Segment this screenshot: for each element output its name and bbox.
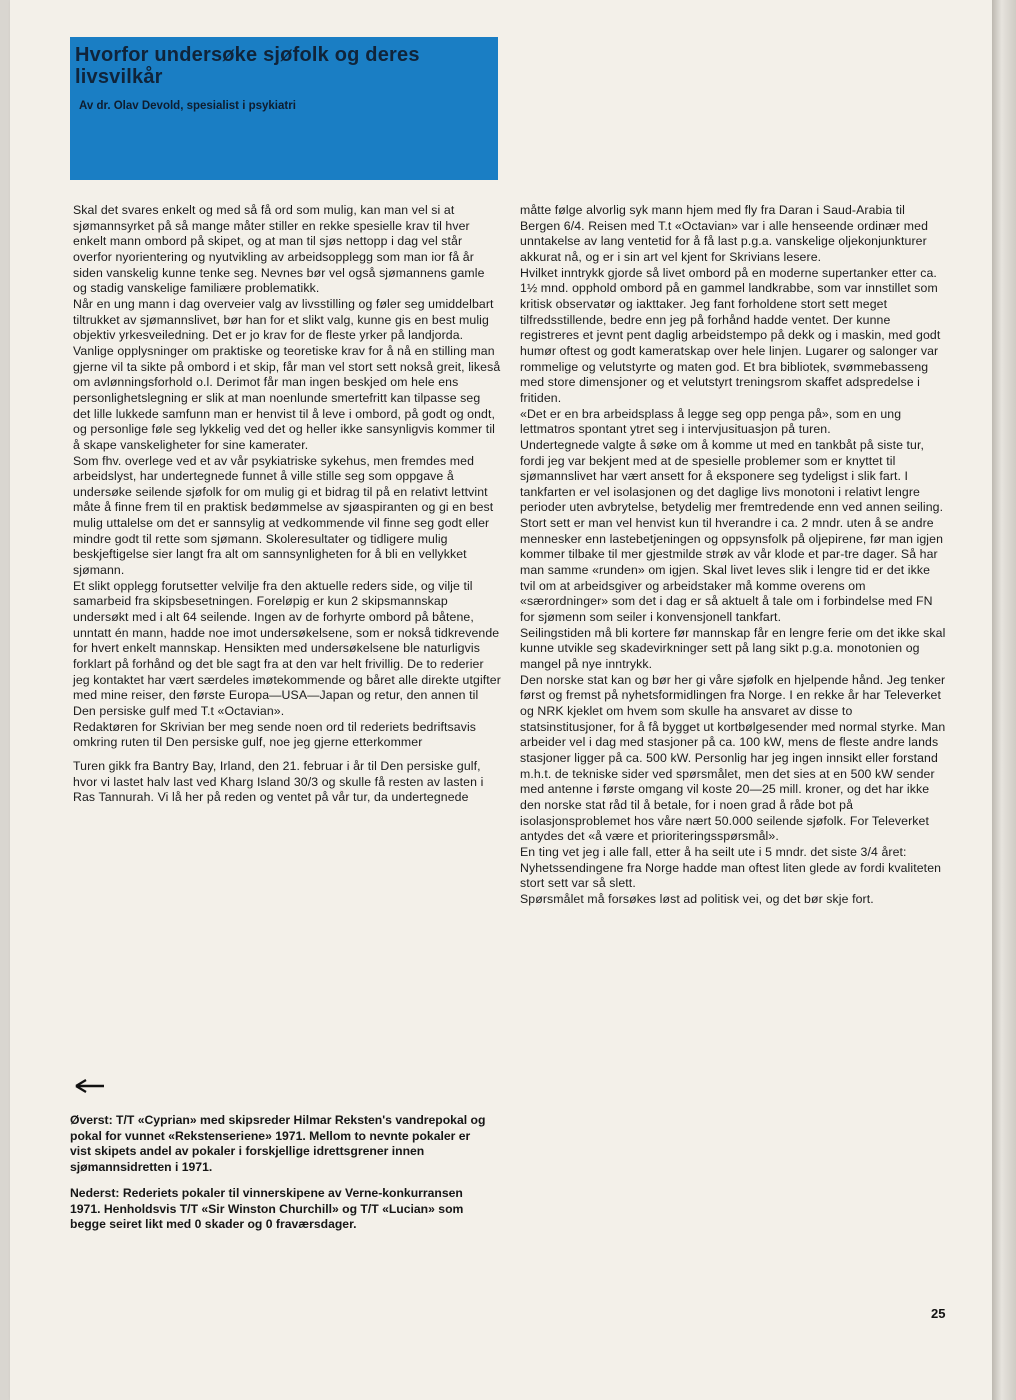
article-header	[70, 37, 498, 180]
paragraph: Skal det svares enkelt og med så få ord som mulig, kan man vel si at sjømannsyrket på så mange måter stiller en rekke spesielle krav til hver enkelt mann ombord på skipet, og at man til sjøs nettopp i dag vel står overfor nyorientering og nyutvikling av arbeidsopplegg som man ior få år siden vanskelig kunne tenke seg. Nevnes bør vel også sjømannens gamle og stadig vanskelige familiære problematikk.	[73, 203, 485, 296]
paragraph: Redaktøren for Skrivian ber meg sende noen ord til rederiets bedriftsavis omkring ruten til Den persiske gulf, noe jeg gjerne etterkommer	[73, 719, 477, 750]
paragraph: Et slikt opplegg forutsetter velvilje fra den aktuelle reders side, og vilje til samarbeid fra skipsbesetningen. Foreløpig er kun 2 skipsmannskap undersøkt med i alt 64 seilende. Ingen av de forhyrte ombord på båtene, unntatt én mann, hadde noe imot undersøkelsene, som er nokså tidkrevende for hvert enkelt mannskap. Hensikten med undersøkelsene ble naturligvis forklart på forhånd og det ble sagt fra at den var helt frivillig. De to rederier jeg kontaktet har vært særdeles imøtekommende og båret alle direkte utgifter med mine reiser, den første Europa—USA—Japan og retur, den annen til Den persiske gulf med T.t «Octavian».	[73, 578, 501, 718]
paragraph: Undertegnede valgte å søke om å komme ut med en tankbåt på siste tur, fordi jeg var bekjent med at de spesielle problemer som er knyttet til sjømannslivet har vært ansett for å eksponere seg tydeligst i slik fart. I tankfarten er vel isolasjonen og det daglige livs monotoni i relativt lengre perioder uten avbrytelse, betydelig mer fremtredende enn ved annen seiling. Stort sett er man vel henvist kun til hverandre i ca. 2 mndr. uten å se andre mennesker enn lastebetjeningen og oppsynsfolk på oljepirene, før man igjen kommer tilbake til mer gjestmilde strøk av vår klode et par-tre dager. Så har man samme «runden» om igjen. Skal livet leves slik i lengre tid er det ikke tvil om at arbeidsgiver og arbeidstaker må komme overens om «særordninger» som det i dag er så aktuelt å tale om i forbindelse med FN for sjømenn som seiler i konvensjonell tankfart.	[520, 437, 944, 625]
paragraph: Den norske stat kan og bør her gi våre sjøfolk en hjelpende hånd. Jeg tenker først og fremst på nyhetsformidlingen fra Norge. I en rekke år har Televerket og NRK kjeklet om hvem som skulle ha ansvaret av disse to statsinstitusjoner, for å få bygget ut kortbølgesender med normal styrke. Man arbeider vel i dag med stasjoner på ca. 100 kW, mens de fleste andre lands stasjoner ligger på ca. 500 kW. Personlig har jeg ingen innsikt eller forstand m.h.t. de tekniske sider ved spørsmålet, men det sies at en 500 kW sender med antenne i første omgang vil koste 20—25 mill. kroner, og det har ikke den norske stat råd til å betale, for i noen grad å råde bot på isolasjonsproblemet hos våre nært 50.000 seilende sjøfolk. For Televerket antydes det «å være et prioriteringsspørsmål».	[520, 672, 946, 844]
paragraph: måtte følge alvorlig syk mann hjem med fly fra Daran i Saud-Arabia til Bergen 6/4. Reisen med T.t «Octavian» var i alle henseende ordinær med unntakelse av lang ventetid for å få last p.g.a. vanskelige oljekonjunkturer akkurat nå, og er i sin art vel kjent for Skrivians lesere.	[520, 203, 929, 264]
article-byline: Av dr. Olav Devold, spesialist i psykiatri	[79, 100, 296, 112]
right-column	[520, 203, 948, 908]
caption-top: Øverst: T/T «Cyprian» med skipsreder Hilmar Reksten's vandrepokal og pokal for vunnet «Rekstenseriene» 1971. Mellom to nevnte pokaler er vist skipets andel av pokaler i forskjellige idrettsgrener innen sjømannsidretten i 1971.	[70, 1113, 486, 1174]
paragraph: Seilingstiden må bli kortere før mannskap får en lengre ferie om det ikke skal kunne utvikle seg skadevirkninger sett på lang sikt p.g.a. monotonien og mangel på nye inntrykk.	[520, 625, 946, 672]
paragraph: Spørsmålet må forsøkes løst ad politisk vei, og det bør skje fort.	[520, 891, 874, 906]
paragraph: Som fhv. overlege ved et av vår psykiatriske sykehus, men fremdes med arbeidslyst, har undertegnede funnet å ville stille seg som oppgave å undersøke seilende sjøfolk for om mulig gi et bidrag til på en relativt lettvint måte å finne frem til en praktisk bedømmelse av sjøaspiranten og gi en best mulig uttalelse om det er sannsylig at vedkommende vil finne seg godt eller mindre godt til rette som sjømann. Skoleresultater og tidligere mulig beskjeftigelse sier langt fra alt om sannsynligheten for å bli en vellykket sjømann.	[73, 453, 494, 578]
magazine-page	[10, 0, 992, 1400]
caption-bottom: Nederst: Rederiets pokaler til vinnerskipene av Verne-konkurransen 1971. Henholdsvis T/T «Sir Winston Churchill» og T/T «Lucian» som begge seiret likt med 0 skader og 0 fraværsdager.	[70, 1186, 464, 1231]
paragraph: Hvilket inntrykk gjorde så livet ombord på en moderne supertanker etter ca. 1½ mnd. opphold ombord på en gammel landkrabbe, som var innstillet som kritisk observatør og iakttaker. Jeg fant forholdene stort sett meget tilfredsstillende, bedre enn jeg på forhånd hadde ventet. Der kunne registreres et jevnt pent daglig arbeidstempo på dekk og i maskin, med godt humør oftest og godt kameratskap over hele linjen. Lugarer og salonger var rommelige og velutstyrte og maten god. Et bra bibliotek, svømmebasseng med store dimensjoner og et velutstyrt treningsrom skaffet adspredelse i fritiden.	[520, 265, 941, 405]
page-number: 25	[931, 1306, 946, 1321]
left-column	[73, 203, 501, 806]
left-arrow-icon	[74, 1078, 106, 1094]
article-title: Hvorfor undersøke sjøfolk og deres livsvilkår	[75, 44, 420, 88]
paragraph: En ting vet jeg i alle fall, etter å ha seilt ute i 5 mndr. det siste 3/4 året: Nyhetssendingene fra Norge hadde man oftest liten glede av fordi kvaliteten stort sett var så slett.	[520, 844, 942, 891]
page-edge	[992, 0, 1016, 1400]
paragraph: «Det er en bra arbeidsplass å legge seg opp penga på», som en ung lettmatros spontant ytret seg i intervjusituasjon på turen.	[520, 406, 902, 437]
paragraph: Vanlige opplysninger om praktiske og teoretiske krav for å nå en stilling man gjerne vil ta sikte på ombord i et skip, får man vel stort sett nokså greit, likeså om avlønningsforhold o.l. Derimot får man ingen beskjed om hele ens personlighetslegning er slik at man noenlunde smertefritt kan tilpasse seg det lille lukkede samfunn man er henvist til å leve i ombord, på godt og ondt, og personlige føle seg lykkelig ved det og heller ikke sansynligvis kommer til å skape vanskeligheter for sine kamerater.	[73, 343, 501, 452]
paragraph: Turen gikk fra Bantry Bay, Irland, den 21. februar i år til Den persiske gulf, hvor vi lastet halv last ved Kharg Island 30/3 og skulle få resten av lasten i Ras Tannurah. Vi lå her på reden og ventet på vår tur, da undertegnede	[73, 758, 484, 805]
paragraph: Når en ung mann i dag overveier valg av livsstilling og føler seg umiddelbart tiltrukket av sjømannslivet, bør han for et slikt valg, kunne gis en best mulig objektiv yrkesveiledning. Det er jo krav for de fleste yrker på landjorda.	[73, 296, 494, 343]
photo-captions	[70, 1113, 488, 1233]
